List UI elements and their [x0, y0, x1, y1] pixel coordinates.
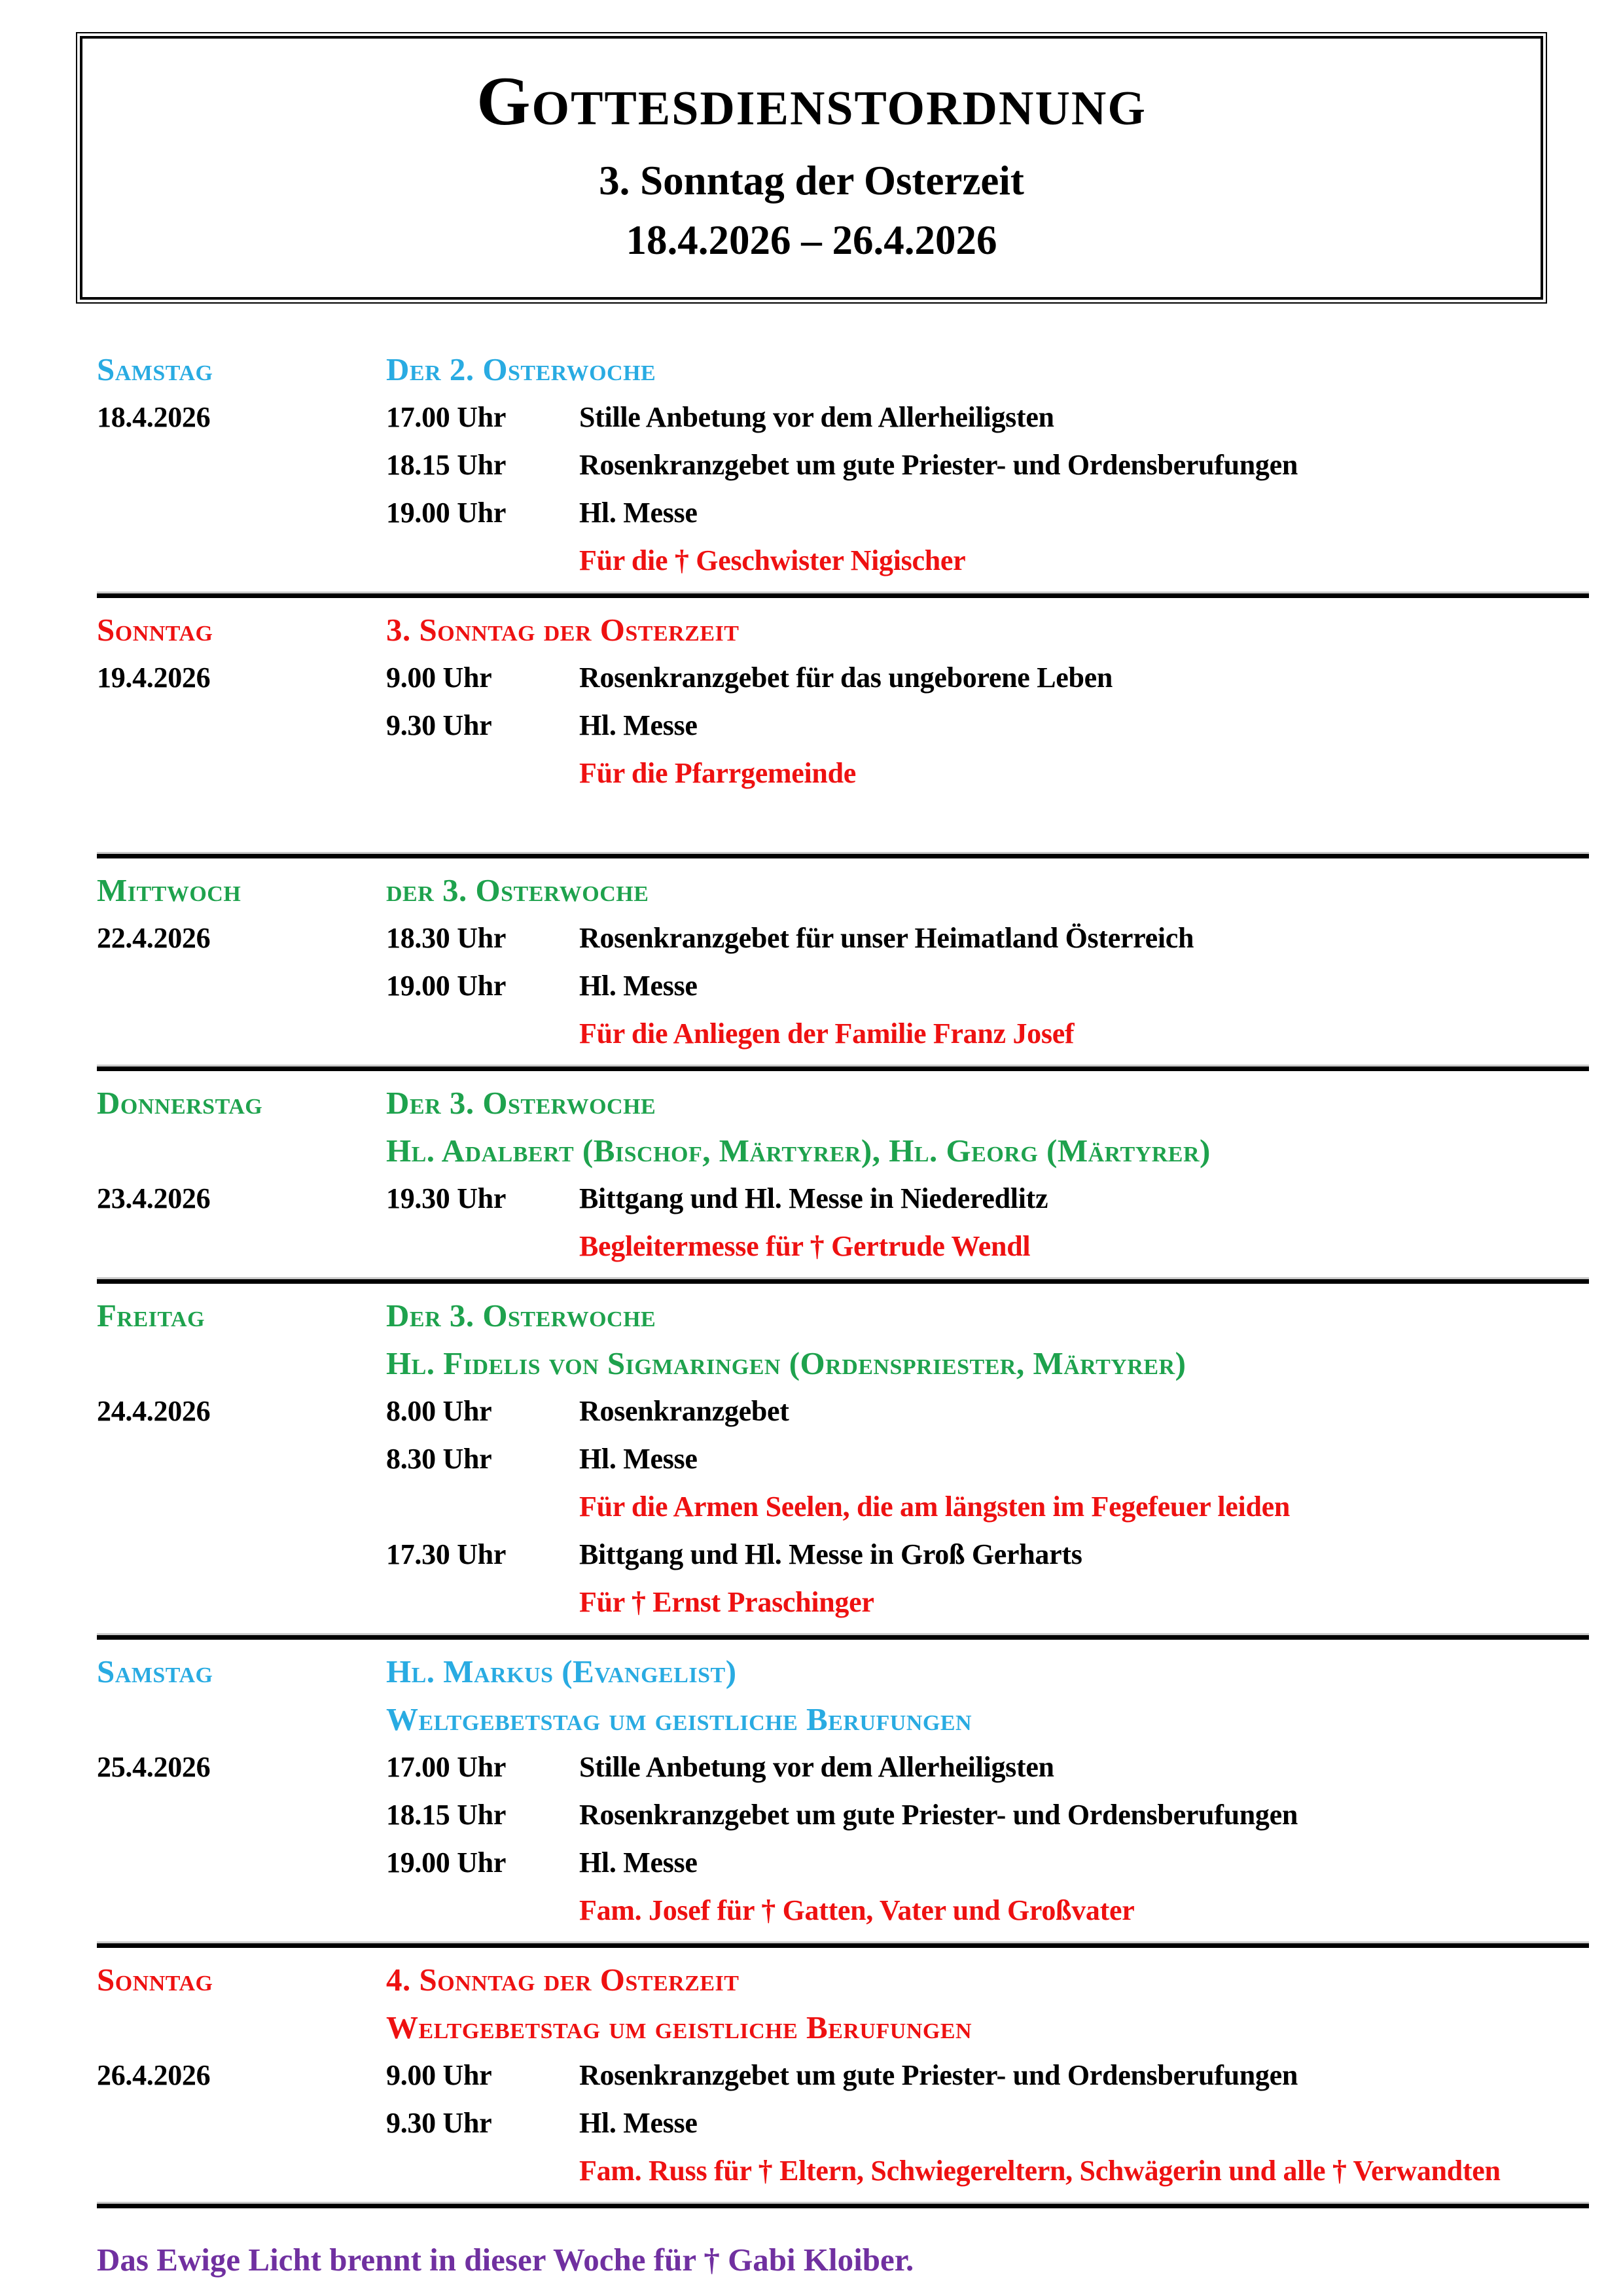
event-title: Rosenkranzgebet um gute Priester- und Ordensberufungen	[579, 2058, 1298, 2091]
date-label: 24.4.2026	[97, 1394, 211, 1427]
event-time: 8.00 Uhr	[386, 1394, 492, 1427]
date-label: 19.4.2026	[97, 661, 211, 694]
event-time: 8.30 Uhr	[386, 1442, 492, 1475]
day-block	[97, 1956, 1589, 2195]
event-title: Rosenkranzgebet um gute Priester- und Ordensberufungen	[579, 1798, 1298, 1831]
event-time: 18.15 Uhr	[386, 448, 507, 481]
event-title: Hl. Messe	[579, 1442, 698, 1475]
event-time: 18.15 Uhr	[386, 1798, 507, 1831]
day-name-label: Sonntag	[97, 611, 213, 648]
mass-intention: Für die Armen Seelen, die am längsten im Fegefeuer leiden	[579, 1490, 1291, 1523]
mass-intention: Für die Pfarrgemeinde	[579, 756, 857, 789]
mass-intention: Fam. Josef für † Gatten, Vater und Großvater	[579, 1894, 1135, 1926]
event-title: Bittgang und Hl. Messe in Niederedlitz	[579, 1182, 1048, 1214]
event-title: Rosenkranzgebet um gute Priester- und Ordensberufungen	[579, 448, 1298, 481]
feast-label: Hl. Fidelis von Sigmaringen (Ordenspriester, Märtyrer)	[386, 1345, 1186, 1381]
feast-label: 4. Sonntag der Osterzeit	[386, 1961, 740, 1998]
day-name-label: Donnerstag	[97, 1084, 263, 1121]
feast-label: der 3. Osterwoche	[386, 872, 649, 908]
feast-label: Weltgebetstag um geistliche Berufungen	[386, 1701, 972, 1737]
day-block	[97, 1079, 1589, 1270]
event-title: Hl. Messe	[579, 969, 698, 1002]
event-time: 18.30 Uhr	[386, 921, 507, 954]
block-separator	[97, 1635, 1589, 1640]
day-name-label: Mittwoch	[97, 872, 241, 908]
day-name-label: Samstag	[97, 1653, 213, 1689]
event-time: 17.00 Uhr	[386, 400, 507, 433]
document-title: Gottesdienstordnung	[476, 63, 1147, 139]
event-time: 19.30 Uhr	[386, 1182, 507, 1214]
event-title: Hl. Messe	[579, 496, 698, 529]
mass-intention: Für die Anliegen der Familie Franz Josef	[579, 1017, 1075, 1050]
date-label: 22.4.2026	[97, 921, 211, 954]
event-time: 9.30 Uhr	[386, 2106, 492, 2139]
day-name-label: Sonntag	[97, 1961, 213, 1998]
event-time: 19.00 Uhr	[386, 1846, 507, 1879]
block-separator	[97, 593, 1589, 598]
date-label: 18.4.2026	[97, 400, 211, 433]
week-subtitle: 3. Sonntag der Osterzeit	[599, 157, 1024, 203]
day-block	[97, 1648, 1589, 1934]
block-separator	[97, 1067, 1589, 1071]
block-separator	[97, 854, 1589, 858]
event-title: Hl. Messe	[579, 2106, 698, 2139]
date-label: 23.4.2026	[97, 1182, 211, 1214]
event-time: 9.00 Uhr	[386, 2058, 492, 2091]
day-block	[97, 345, 1589, 584]
event-title: Stille Anbetung vor dem Allerheiligsten	[579, 400, 1054, 433]
mass-intention: Fam. Russ für † Eltern, Schwiegereltern, Schwägerin und alle † Verwandten	[579, 2154, 1501, 2187]
feast-label: Weltgebetstag um geistliche Berufungen	[386, 2009, 972, 2045]
day-name-label: Freitag	[97, 1297, 205, 1333]
event-time: 9.30 Uhr	[386, 709, 492, 741]
feast-label: 3. Sonntag der Osterzeit	[386, 611, 740, 648]
mass-intention: Begleitermesse für † Gertrude Wendl	[579, 1229, 1031, 1262]
day-block	[97, 606, 1589, 845]
date-label: 25.4.2026	[97, 1750, 211, 1783]
date-range: 18.4.2026 – 26.4.2026	[626, 217, 997, 264]
day-block	[97, 1292, 1589, 1626]
feast-label: Hl. Markus (Evangelist)	[386, 1653, 737, 1689]
feast-label: Der 2. Osterwoche	[386, 351, 656, 387]
feast-label: Der 3. Osterwoche	[386, 1084, 656, 1121]
event-title: Stille Anbetung vor dem Allerheiligsten	[579, 1750, 1054, 1783]
schedule	[97, 345, 1589, 2208]
block-separator	[97, 2204, 1589, 2208]
event-title: Bittgang und Hl. Messe in Groß Gerharts	[579, 1538, 1082, 1570]
event-time: 19.00 Uhr	[386, 969, 507, 1002]
mass-intention: Für † Ernst Praschinger	[579, 1585, 874, 1618]
mass-intention: Für die † Geschwister Nigischer	[579, 544, 966, 576]
event-title: Rosenkranzgebet für unser Heimatland Österreich	[579, 921, 1194, 954]
event-title: Hl. Messe	[579, 1846, 698, 1879]
event-time: 17.00 Uhr	[386, 1750, 507, 1783]
block-separator	[97, 1943, 1589, 1948]
day-block	[97, 866, 1589, 1057]
event-title: Rosenkranzgebet	[579, 1394, 789, 1427]
event-time: 9.00 Uhr	[386, 661, 492, 694]
feast-label: Der 3. Osterwoche	[386, 1297, 656, 1333]
eternal-light-note: Das Ewige Licht brennt in dieser Woche für † Gabi Kloiber.	[97, 2241, 914, 2278]
event-time: 17.30 Uhr	[386, 1538, 507, 1570]
event-title: Rosenkranzgebet für das ungeborene Leben	[579, 661, 1113, 694]
event-title: Hl. Messe	[579, 709, 698, 741]
feast-label: Hl. Adalbert (Bischof, Märtyrer), Hl. Georg (Märtyrer)	[386, 1132, 1211, 1169]
block-separator	[97, 1279, 1589, 1284]
day-name-label: Samstag	[97, 351, 213, 387]
blank-line	[97, 797, 1589, 845]
date-label: 26.4.2026	[97, 2058, 211, 2091]
event-time: 19.00 Uhr	[386, 496, 507, 529]
title-box	[80, 36, 1543, 300]
